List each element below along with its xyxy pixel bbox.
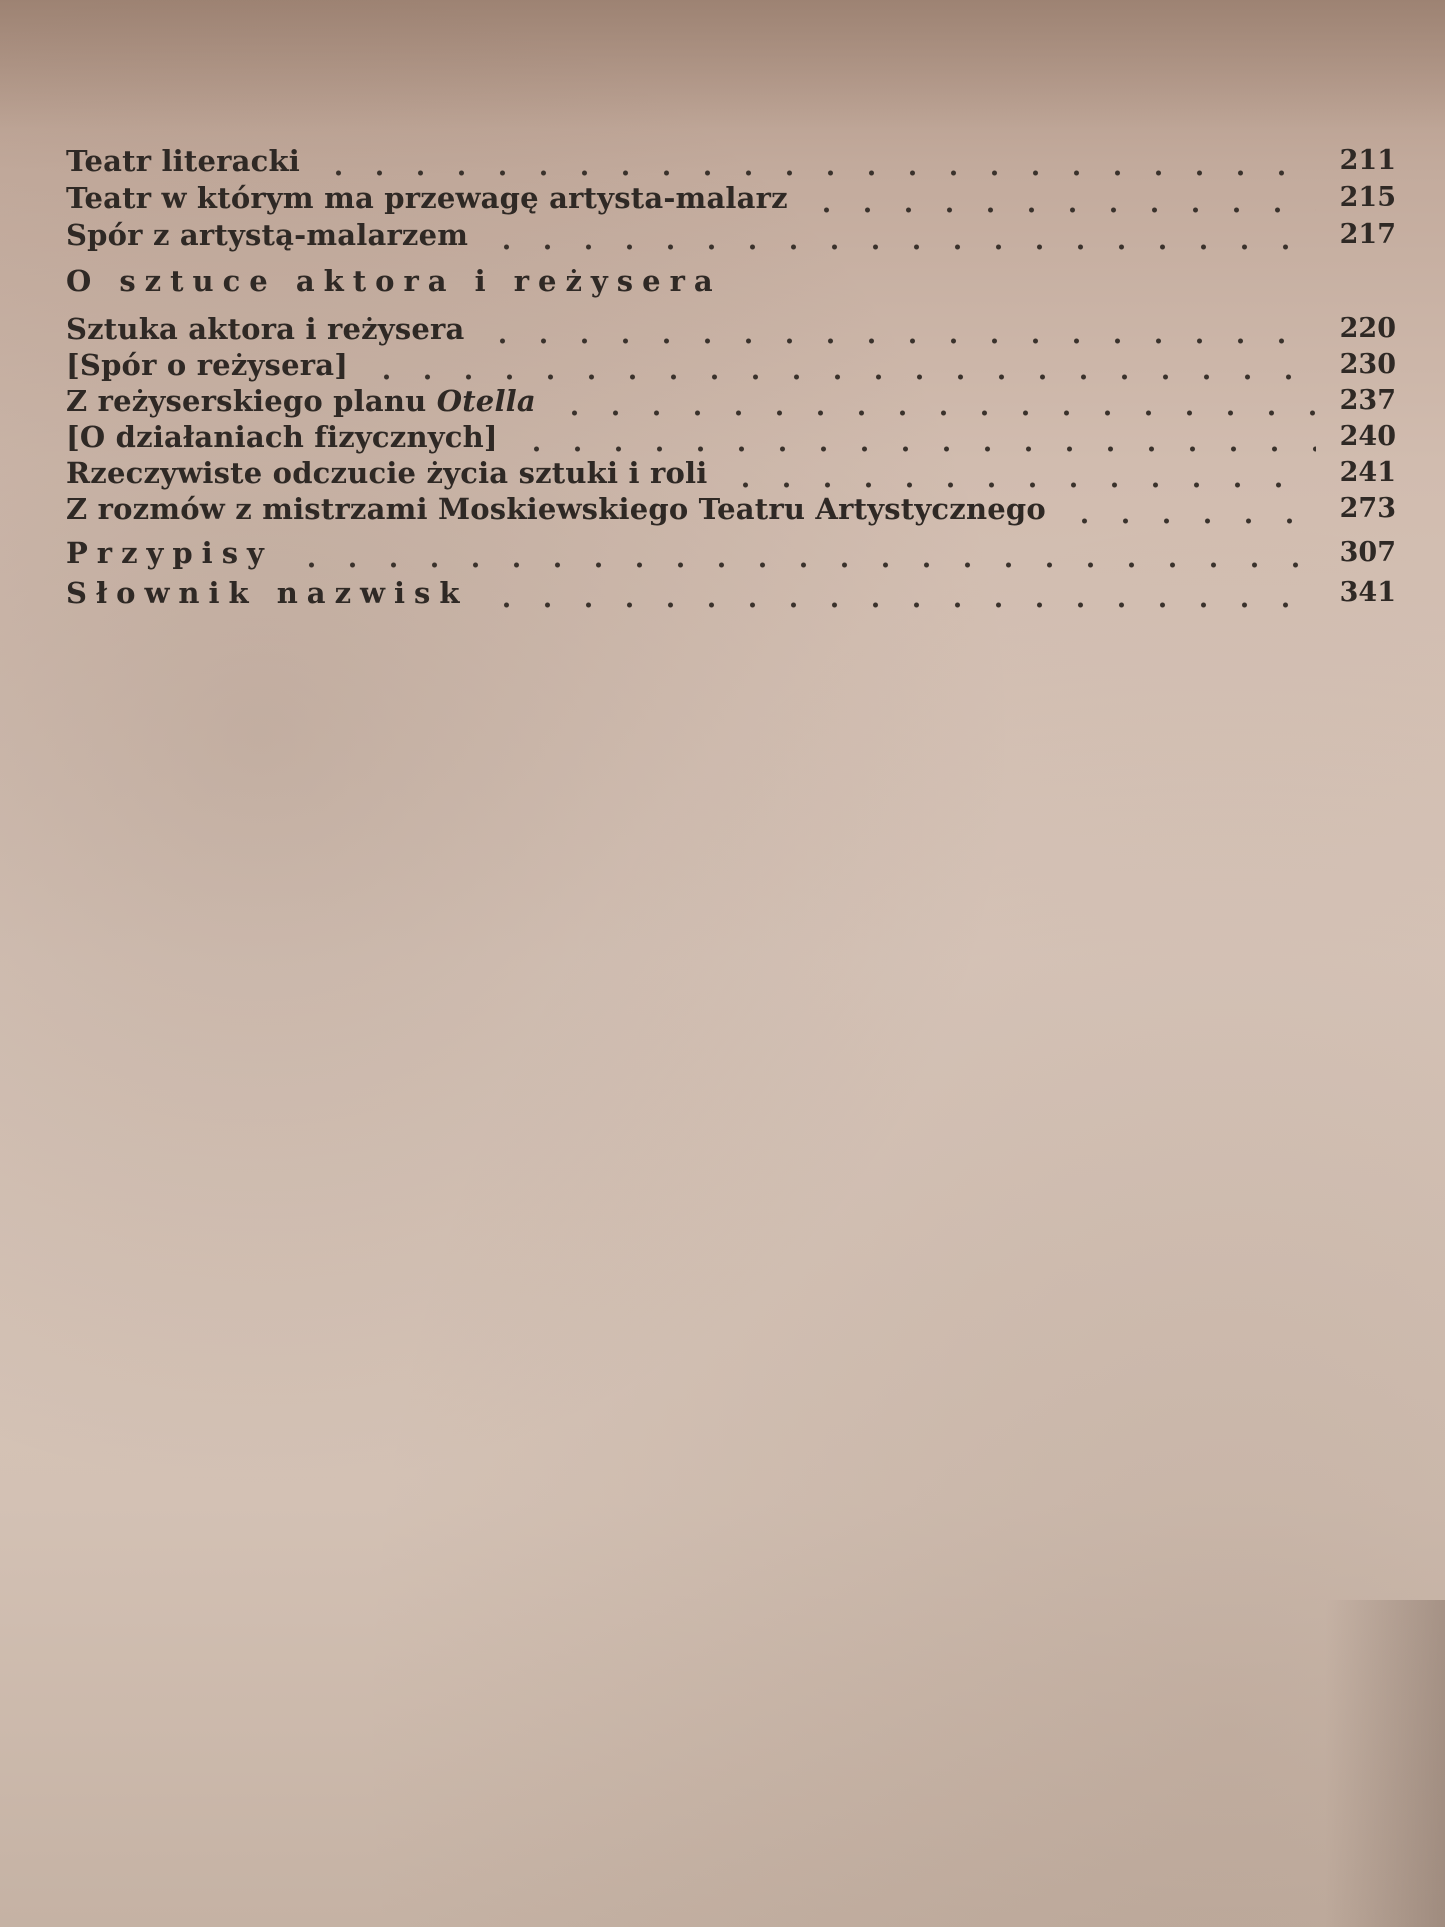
toc-entry-page: 215 [1339,182,1396,213]
dot-leader [1064,492,1316,526]
page-corner-shadow [1325,1600,1445,1927]
dot-leader [366,348,1316,382]
toc-entry-title [66,384,536,418]
toc-entry-page: 230 [1339,349,1396,380]
dot-leader [516,420,1316,454]
toc-entry-page: 341 [1339,577,1396,608]
toc-entry-page: 240 [1339,421,1396,452]
toc-entry-page: 211 [1339,145,1396,176]
toc-entry-title-italic: Otella [436,384,536,418]
toc-entry-page: 307 [1339,537,1396,568]
dot-leader [725,456,1316,490]
dot-leader [486,218,1316,252]
toc-entry-title: Przypisy [66,536,273,570]
toc-entry-title: Z rozmów z mistrzami Moskiewskiego Teatru Artystycznego [66,492,1046,526]
toc-entry [66,214,1396,252]
dot-leader [291,536,1316,570]
dot-leader [554,384,1316,418]
toc-entry [66,532,1396,570]
dot-leader [486,576,1316,610]
toc-entry-page: 273 [1339,493,1396,524]
toc-entry-title: Rzeczywiste odczucie życia sztuki i roli [66,456,708,490]
page-top-shadow [0,0,1445,130]
toc-entry [66,177,1396,215]
toc-entry [66,380,1396,418]
toc-entry-title: Teatr w którym ma przewagę artysta-malarz [66,181,788,215]
section-heading: O sztuce aktora i reżysera [66,264,722,298]
dot-leader [482,312,1316,346]
toc-entry-page: 241 [1339,457,1396,488]
toc-entry [66,308,1396,346]
toc-entry [66,140,1396,178]
toc-entry-title-text: Z reżyserskiego planu [66,384,437,418]
toc-entry-page: 237 [1339,385,1396,416]
toc-entry-title: Sztuka aktora i reżysera [66,312,465,346]
dot-leader [806,181,1316,215]
toc-entry-title: [Spór o reżysera] [66,348,349,382]
toc-entry-title: Teatr literacki [66,144,300,178]
toc-entry [66,572,1396,610]
toc-entry [66,344,1396,382]
toc-entry [66,416,1396,454]
toc-entry-title: [O działaniach fizycznych] [66,420,498,454]
toc-entry [66,488,1396,526]
toc-entry-title: Spór z artystą-malarzem [66,218,469,252]
toc-entry [66,452,1396,490]
dot-leader [318,144,1316,178]
toc-entry-page: 217 [1339,219,1396,250]
toc-entry-page: 220 [1339,313,1396,344]
toc-entry-title: Słownik nazwisk [66,576,469,610]
